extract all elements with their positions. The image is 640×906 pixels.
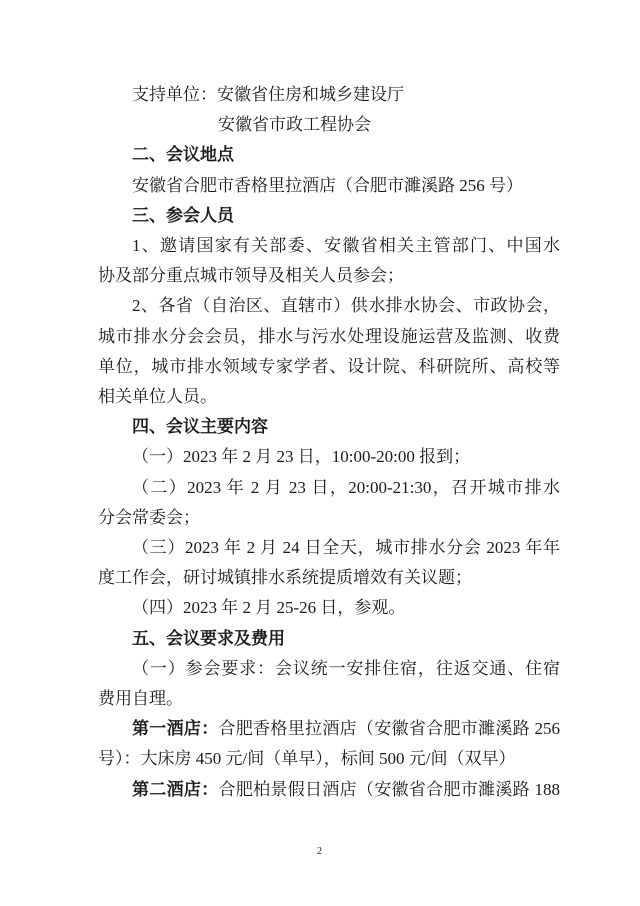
paragraph-line: 费用自理。	[98, 689, 183, 709]
section-heading-requirements: 五、会议要求及费用	[132, 628, 285, 648]
paragraph-line: （一）参会要求：会议统一安排住宿，往返交通、住宿	[132, 658, 560, 678]
paragraph-line: 城市排水分会会员，排水与污水处理设施运营及监测、收费	[98, 326, 560, 346]
hotel-1-text: 合肥香格里拉酒店（安徽省合肥市濉溪路 256	[218, 719, 561, 739]
paragraph-line: （三）2023 年 2 月 24 日全天，城市排水分会 2023 年年	[132, 538, 560, 558]
hotel-2-label: 第二酒店：	[132, 779, 219, 799]
hotel-2-line	[0, 775, 560, 805]
hotel-2-text: 合肥柏景假日酒店（安徽省合肥市濉溪路 188	[218, 779, 561, 799]
paragraph-line: 2、各省（自治区、直辖市）供水排水协会、市政协会，	[132, 296, 560, 316]
support-units-line: 支持单位：安徽省住房和城乡建设厅	[132, 85, 404, 104]
venue-text: 安徽省合肥市香格里拉酒店（合肥市濉溪路 256 号）	[132, 175, 523, 195]
page-number: 2	[317, 845, 322, 857]
paragraph-line: 号）：大床房 450 元/间（单早），标间 500 元/间（双早）	[98, 749, 516, 769]
hotel-1-line	[0, 714, 560, 744]
hotel-1-label: 第一酒店：	[132, 719, 219, 739]
section-heading-venue: 二、会议地点	[132, 145, 234, 165]
support-units-line-2: 安徽省市政工程协会	[218, 115, 371, 135]
paragraph-line: 协及部分重点城市领导及相关人员参会；	[98, 266, 404, 286]
paragraph-line: （四）2023 年 2 月 25-26 日，参观。	[132, 598, 406, 618]
paragraph-line: （二）2023 年 2 月 23 日，20:00-21:30，召开城市排水	[132, 477, 560, 497]
paragraph-line: 相关单位人员。	[98, 387, 217, 407]
section-heading-attendees: 三、参会人员	[132, 205, 234, 225]
paragraph-line: （一）2023 年 2 月 23 日，10:00-20:00 报到；	[132, 447, 471, 467]
paragraph-line: 1、邀请国家有关部委、安徽省相关主管部门、中国水	[132, 236, 560, 256]
paragraph-line: 单位，城市排水领域专家学者、设计院、科研院所、高校等	[98, 356, 560, 376]
section-heading-content: 四、会议主要内容	[132, 417, 268, 437]
paragraph-line: 分会常委会；	[98, 507, 200, 527]
paragraph-line: 度工作会，研讨城镇排水系统提质增效有关议题；	[98, 568, 472, 588]
